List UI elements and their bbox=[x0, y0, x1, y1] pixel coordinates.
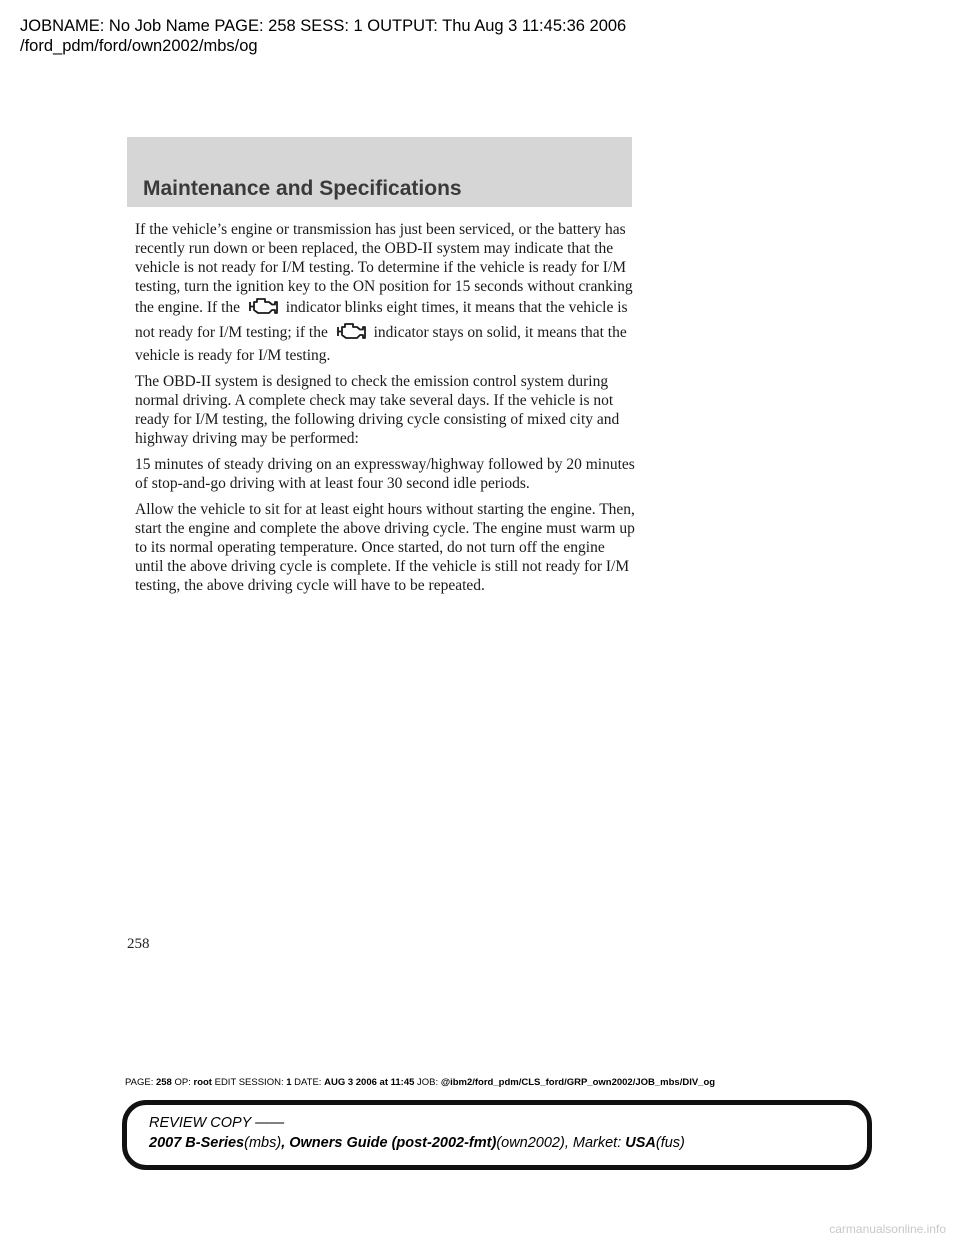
review-market-label: , Market: bbox=[564, 1135, 622, 1151]
footer-session-value: 1 bbox=[286, 1077, 292, 1088]
review-copy-box bbox=[122, 1100, 872, 1170]
body-text bbox=[135, 220, 635, 602]
job-header-line2: /ford_pdm/ford/own2002/mbs/og bbox=[20, 37, 258, 55]
review-guide-code: (own2002) bbox=[496, 1135, 565, 1151]
footer-session-label: EDIT SESSION: bbox=[214, 1077, 284, 1088]
footer-date-label: DATE: bbox=[294, 1077, 322, 1088]
review-model-code: (mbs) bbox=[244, 1135, 282, 1151]
review-guide: Owners Guide (post-2002-fmt) bbox=[289, 1135, 497, 1151]
footer-date-value: AUG 3 2006 at 11:45 bbox=[324, 1077, 415, 1088]
page-number: 258 bbox=[127, 936, 150, 952]
paragraph-1 bbox=[135, 220, 635, 365]
footer-op-value: root bbox=[193, 1077, 212, 1088]
review-copy-label: REVIEW COPY —— bbox=[149, 1115, 285, 1131]
review-model: 2007 B-Series bbox=[149, 1135, 245, 1151]
review-copy-details bbox=[149, 1135, 685, 1151]
footer-page-label: PAGE: bbox=[125, 1077, 154, 1088]
review-market-code: (fus) bbox=[655, 1135, 685, 1151]
check-engine-icon bbox=[246, 296, 280, 321]
section-header-band bbox=[127, 137, 632, 207]
footer-job-value: @ibm2/ford_pdm/CLS_ford/GRP_own2002/JOB_mbs/DIV_og bbox=[440, 1077, 716, 1088]
section-title: Maintenance and Specifications bbox=[143, 177, 462, 200]
paragraph-3: 15 minutes of steady driving on an expressway/highway followed by 20 minutes of stop-and-go driving with at least four 30 second idle periods. bbox=[135, 456, 635, 492]
paragraph-4: Allow the vehicle to sit for at least eight hours without starting the engine. Then, start the engine and complete the above driving cycle. The engine must warm up to its normal operating temperature. Once started, do not turn off the engine until the above driving cycle is complete. If the vehicle is still not ready for I/M testing, the above driving cycle will have to be repeated. bbox=[135, 501, 635, 594]
footer-op-label: OP: bbox=[174, 1077, 191, 1088]
review-market: USA bbox=[625, 1135, 656, 1151]
footer-page-value: 258 bbox=[155, 1077, 172, 1088]
check-engine-icon bbox=[334, 321, 368, 346]
review-sep: , bbox=[281, 1135, 286, 1151]
paragraph-1-part-2: indicator blinks eight times, it means that the vehicle is not ready for I/M testing; if the bbox=[135, 299, 628, 341]
watermark: carmanualsonline.info bbox=[829, 1222, 946, 1236]
job-header-line1: JOBNAME: No Job Name PAGE: 258 SESS: 1 OUTPUT: Thu Aug 3 11:45:36 2006 bbox=[20, 17, 627, 35]
paragraph-1-part-1: If the vehicle’s engine or transmission has just been serviced, or the battery has recently run down or been replaced, the OBD-II system may indicate that the vehicle is not ready for I/M testing. To determine if the vehicle is ready for I/M testing, turn the ignition key to the ON position for 15 seconds without cranking the engine. If the bbox=[135, 221, 633, 316]
job-header bbox=[20, 16, 626, 56]
footer-job-label: JOB: bbox=[417, 1077, 439, 1088]
paragraph-2: The OBD-II system is designed to check the emission control system during normal driving. A complete check may take several days. If the vehicle is not ready for I/M testing, the following driving cycle consisting of mixed city and highway driving may be performed: bbox=[135, 373, 620, 447]
footer-metadata bbox=[125, 1077, 715, 1088]
paragraph-1-part-3: indicator stays on solid, it means that the vehicle is ready for I/M testing. bbox=[135, 324, 627, 364]
